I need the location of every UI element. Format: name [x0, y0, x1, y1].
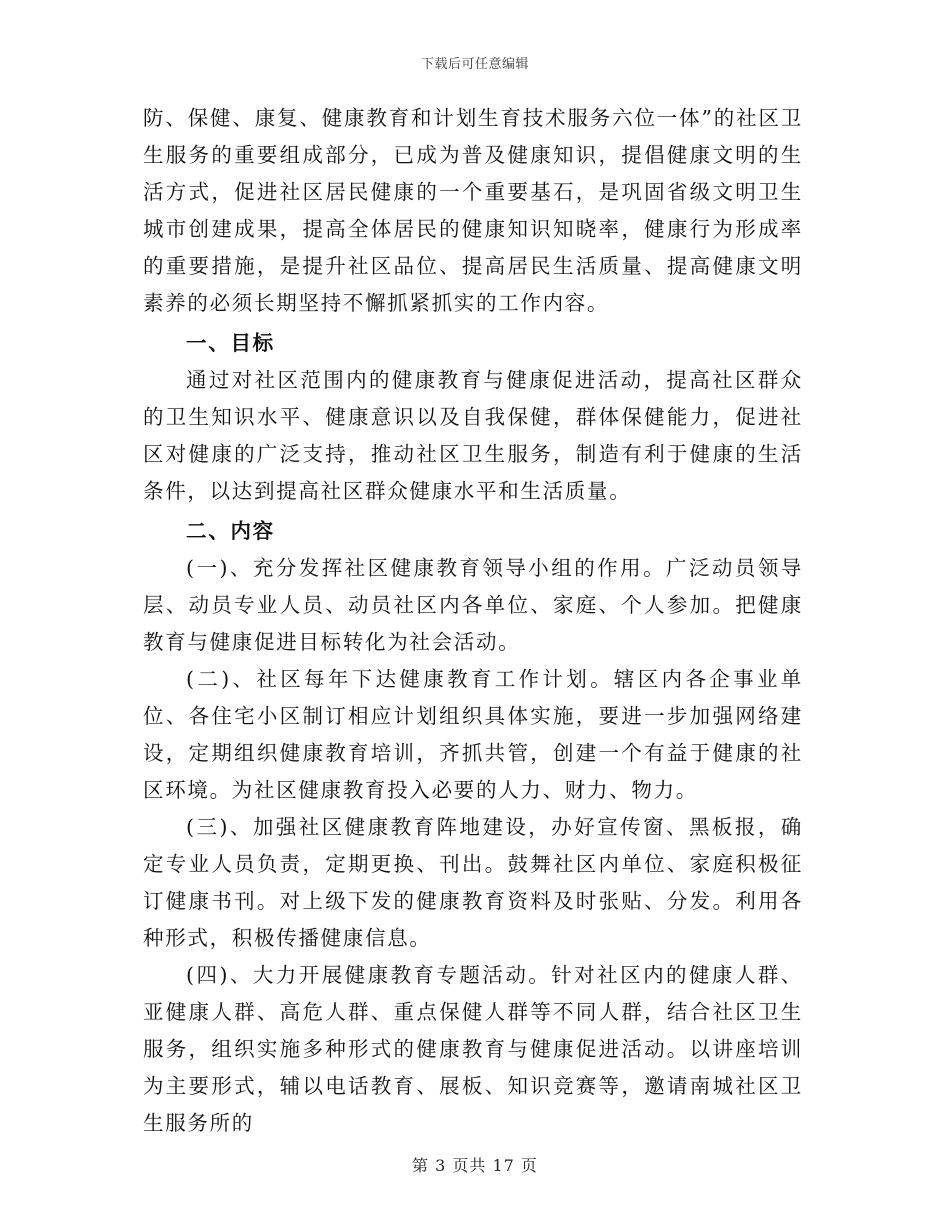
content-item-3: (三)、加强社区健康教育阵地建设，办好宣传窗、黑板报，确定专业人员负责，定期更换、刊出。鼓舞社区内单位、家庭积极征订健康书刊。对上级下发的健康教育资料及时张贴、分发。利用各种形式，积极传播健康信息。 — [143, 815, 803, 950]
page-number: 第 3 页共 17 页 — [412, 1156, 538, 1175]
goals-paragraph: 通过对社区范围内的健康教育与健康促进活动，提高社区群众的卫生知识水平、健康意识以及自我保健，群体保健能力，促进社区对健康的广泛支持，推动社区卫生服务，制造有利于健康的生活条件，以达到提高社区群众健康水平和生活质量。 — [143, 368, 803, 503]
content-item-2: (二)、社区每年下达健康教育工作计划。辖区内各企事业单位、各住宅小区制订相应计划组织具体实施，要进一步加强网络建设，定期组织健康教育培训，齐抓共管，创建一个有益于健康的社区环境。为社区健康教育投入必要的人力、财力、物力。 — [143, 667, 803, 802]
intro-paragraph: 防、保健、康复、健康教育和计划生育技术服务六位一体”的社区卫生服务的重要组成部分，已成为普及健康知识，提倡健康文明的生活方式，促进社区居民健康的一个重要基石，是巩固省级文明卫生城市创建成果，提高全体居民的健康知识知晓率，健康行为形成率的重要措施，是提升社区品位、提高居民生活质量、提高健康文明素养的必须长期坚持不懈抓紧抓实的工作内容。 — [143, 106, 803, 315]
section-heading-goals: 一、目标 — [186, 331, 275, 355]
page-header-note: 下载后可任意编辑 — [420, 57, 529, 72]
content-item-4: (四)、大力开展健康教育专题活动。针对社区内的健康人群、亚健康人群、高危人群、重点保健人群等不同人群，结合社区卫生服务，组织实施多种形式的健康教育与健康促进活动。以讲座培训为主要形式，辅以电话教育、展板、知识竞赛等，邀请南城社区卫生服务所的 — [143, 963, 803, 1135]
section-heading-content: 二、内容 — [186, 519, 275, 543]
document-body — [143, 100, 803, 1142]
content-item-1: (一)、充分发挥社区健康教育领导小组的作用。广泛动员领导层、动员专业人员、动员社区内各单位、家庭、个人参加。把健康教育与健康促进目标转化为社会活动。 — [143, 556, 803, 654]
